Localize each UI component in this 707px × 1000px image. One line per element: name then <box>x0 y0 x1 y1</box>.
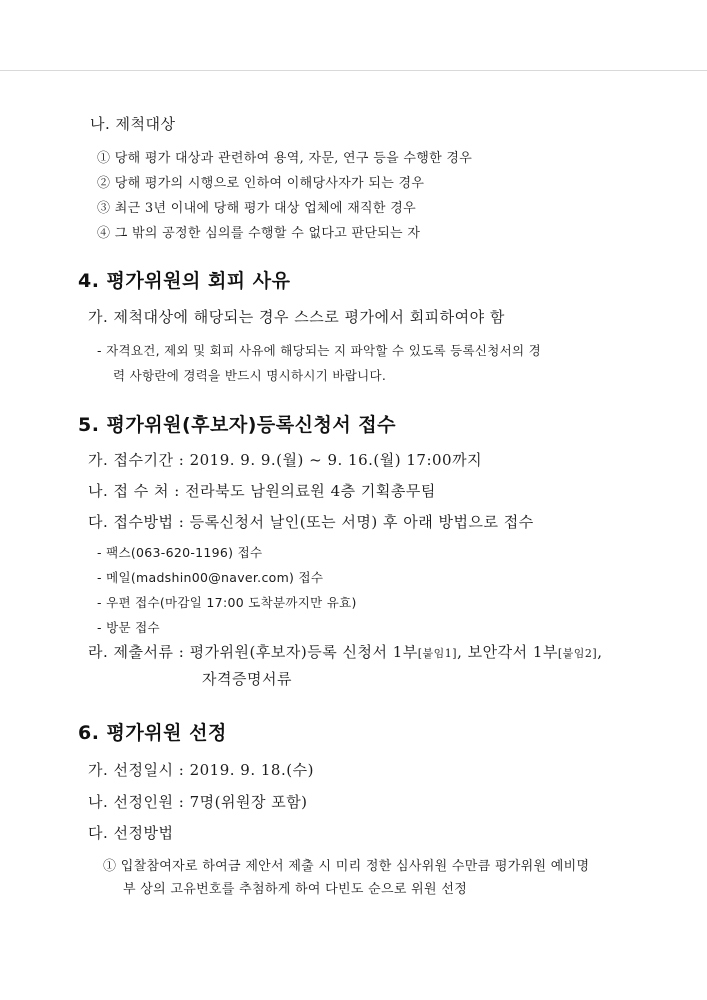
method-visit: - 방문 접수 <box>97 620 160 635</box>
reception-location: 나. 접 수 처 : 전라북도 남원의료원 4층 기획총무팀 <box>88 482 436 500</box>
method-mail: - 우편 접수(마감일 17:00 도착분까지만 유효) <box>97 595 357 610</box>
exclusion-item-3: ③ 최근 3년 이내에 당해 평가 대상 업체에 재직한 경우 <box>97 201 416 216</box>
submission-docs-line2: 자격증명서류 <box>202 670 292 688</box>
attachment-1-ref: [붙임1] <box>417 647 458 660</box>
reception-method: 다. 접수방법 : 등록신청서 날인(또는 서명) 후 아래 방법으로 접수 <box>88 513 534 531</box>
exclusion-item-2: ② 당해 평가의 시행으로 인하여 이해당사자가 되는 경우 <box>97 176 425 191</box>
selection-method-title: 다. 선정방법 <box>88 824 174 842</box>
exclusion-item-4: ④ 그 밖의 공정한 심의를 수행할 수 없다고 판단되는 자 <box>97 226 421 241</box>
exclusion-item-1: ① 당해 평가 대상과 관련하여 용역, 자문, 연구 등을 수행한 경우 <box>97 151 473 166</box>
selection-date: 가. 선정일시 : 2019. 9. 18.(수) <box>88 761 314 779</box>
submission-docs-mid: , 보안각서 1부 <box>457 643 558 661</box>
method-fax: - 팩스(063-620-1196) 접수 <box>97 545 263 560</box>
submission-docs <box>88 641 603 662</box>
attachment-2-ref: [붙임2] <box>557 647 598 660</box>
selection-count: 나. 선정인원 : 7명(위원장 포함) <box>88 793 308 811</box>
selection-method-line1: ① 입찰참여자로 하여금 제안서 제출 시 미리 정한 심사위원 수만큼 평가위원 예비명 <box>103 859 590 874</box>
selection-method-line2: 부 상의 고유번호를 추첨하게 하여 다빈도 순으로 위원 선정 <box>123 882 468 897</box>
submission-docs-prefix: 라. 제출서류 : 평가위원(후보자)등록 신청서 1부 <box>88 643 418 661</box>
section4-heading: 4. 평가위원의 회피 사유 <box>78 270 291 292</box>
section4-note-line2: 력 사항란에 경력을 반드시 명시하시기 바랍니다. <box>113 368 387 383</box>
submission-docs-suffix: , <box>597 643 603 661</box>
reception-period: 가. 접수기간 : 2019. 9. 9.(월) ~ 9. 16.(월) 17:00까지 <box>88 451 483 469</box>
exclusion-title: 나. 제척대상 <box>90 115 176 133</box>
section6-heading: 6. 평가위원 선정 <box>78 722 227 744</box>
section4-note-line1: - 자격요건, 제외 및 회피 사유에 해당되는 지 파악할 수 있도록 등록신청서의 경 <box>97 343 541 358</box>
section5-heading: 5. 평가위원(후보자)등록신청서 접수 <box>78 414 396 436</box>
section4-item-a: 가. 제척대상에 해당되는 경우 스스로 평가에서 회피하여야 함 <box>88 308 505 326</box>
method-email: - 메일(madshin00@naver.com) 접수 <box>97 570 324 585</box>
scan-edge-line <box>0 70 707 71</box>
